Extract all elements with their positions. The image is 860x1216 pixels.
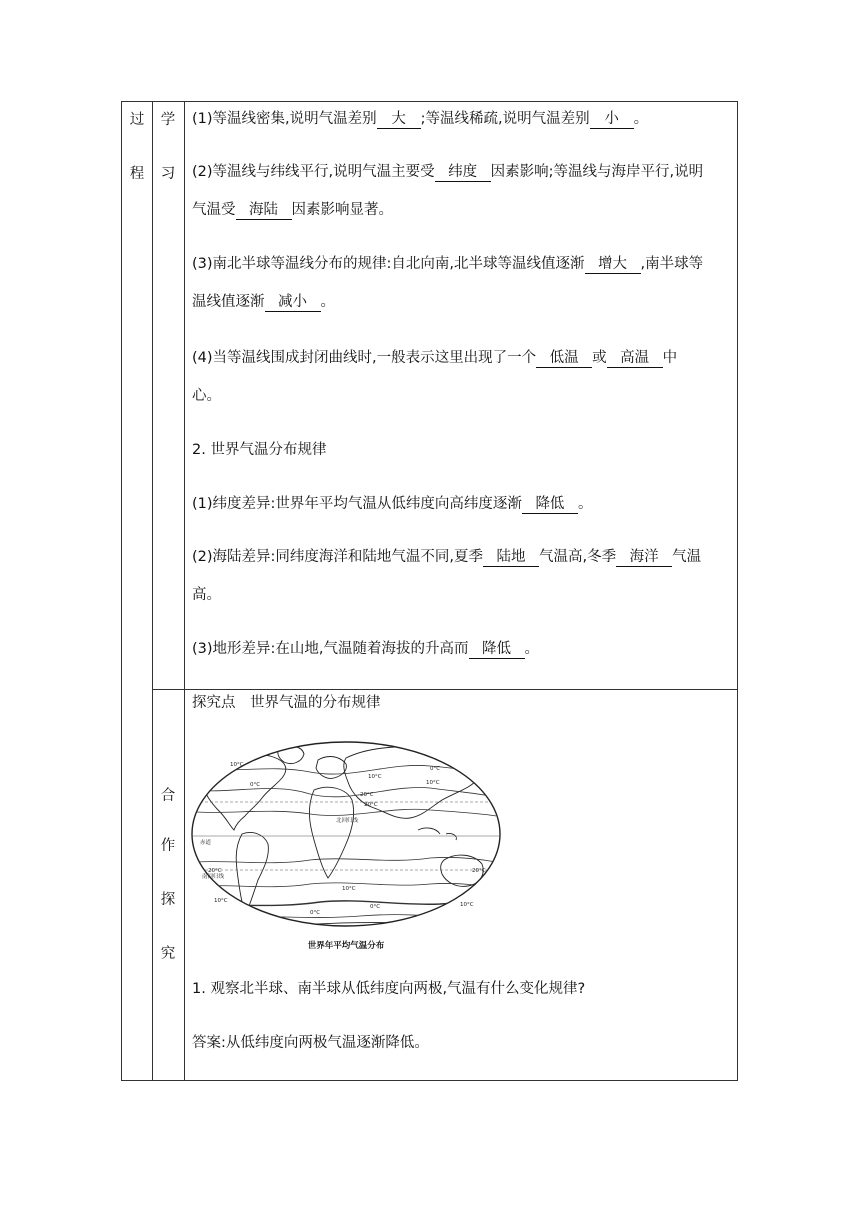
answer-blank: 小 [590,110,634,129]
explore-question: 1. 观察北半球、南半球从低纬度向两极,气温有什么变化规律? [192,981,586,997]
isotherm-label: 10°C [214,898,228,904]
isotherm-label: 10°C [426,780,440,786]
isotherm-label: 0°C [250,782,261,788]
isotherm-label: 20°C [360,792,374,798]
table-column-divider-2 [184,102,185,1080]
isotherm-label: 10°C [230,762,244,768]
study-paragraph-5: (1)纬度差异:世界年平均气温从低纬度向高纬度逐渐 降低 。 [192,496,593,512]
answer-blank: 降低 [522,495,578,514]
section-explore-char-1: 合 [160,788,176,804]
answer-blank: 大 [377,110,421,129]
isotherm-label: 10°C [368,774,382,780]
isotherm-label: 0°C [370,904,381,910]
equator-label: 赤道 [200,840,212,846]
tropic-of-cancer-label: 北回归线 [336,818,359,824]
answer-blank: 高温 [607,349,663,368]
isotherm-label: 0°C [430,766,441,772]
table-column-divider-1 [152,102,153,1080]
section-study-char-1: 学 [160,112,176,128]
answer-blank: 低温 [536,349,592,368]
explore-answer: 答案:从低纬度向两极气温逐渐降低。 [192,1035,429,1051]
study-paragraph-4: (4)当等温线围成封闭曲线时,一般表示这里出现了一个 低温 或 高温 中 心。 [192,350,678,404]
study-paragraph-6: (2)海陆差异:同纬度海洋和陆地气温不同,夏季 陆地 气温高,冬季 海洋 气温 高。 [192,549,702,603]
answer-blank: 纬度 [435,163,491,182]
study-heading-2: 2. 世界气温分布规律 [192,442,327,458]
section-explore-char-2: 作 [160,838,176,854]
answer-blank: 陆地 [483,548,539,567]
isotherm-label: 20°C [364,802,378,808]
explore-title: 探究点 世界气温的分布规律 [192,695,381,711]
section-study-char-2: 习 [160,166,176,182]
answer-blank: 海陆 [236,201,292,220]
isotherm-label: 10°C [460,902,474,908]
tropic-of-capricorn-label: 南回归线 [202,874,225,880]
answer-blank: 降低 [469,640,525,659]
answer-blank: 增大 [585,255,641,274]
isotherm-label: 20°C [472,868,486,874]
study-paragraph-1: (1)等温线密集,说明气温差别 大 ;等温线稀疏,说明气温差别 小 。 [192,111,649,127]
study-paragraph-3: (3)南北半球等温线分布的规律:自北向南,北半球等温线值逐渐 增大 ,南半球等 温线值逐渐 减小 。 [192,256,704,310]
answer-blank: 海洋 [616,548,672,567]
map-caption: 世界年平均气温分布 [307,941,385,951]
isotherm-label: 20°C [208,868,222,874]
answer-blank: 减小 [265,293,321,312]
left-column-char-2: 程 [129,166,145,182]
study-paragraph-7: (3)地形差异:在山地,气温随着海拔的升高而 降低 。 [192,641,540,657]
isotherm-label: 0°C [310,910,321,916]
isotherm-label: 10°C [342,886,356,892]
world-temperature-map [190,738,502,956]
left-column-char-1: 过 [129,112,145,128]
section-explore-char-3: 探 [160,892,176,908]
section-explore-char-4: 究 [160,946,176,962]
study-paragraph-2: (2)等温线与纬线平行,说明气温主要受 纬度 因素影响;等温线与海岸平行,说明 气温受 海陆 因素影响显著。 [192,164,704,218]
